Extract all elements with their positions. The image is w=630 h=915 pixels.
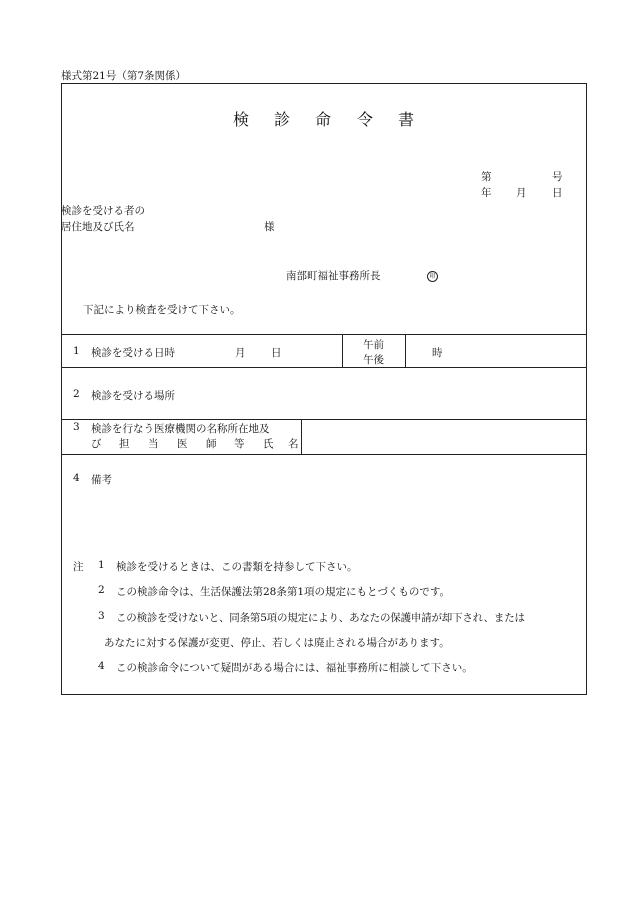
row1-day: 日 xyxy=(271,347,282,359)
title-char-5: 書 xyxy=(398,110,415,129)
row3-label-char-5: 師 xyxy=(206,438,217,450)
row3-label-char-2: 担 xyxy=(119,438,130,450)
row1-month: 月 xyxy=(235,347,246,359)
row4-number: 4 xyxy=(73,472,80,484)
row3-label-char-1: び xyxy=(91,438,102,450)
date-year: 年 xyxy=(481,187,492,199)
row1-divider-left xyxy=(342,334,343,367)
recipient-line1: 検診を受ける者の xyxy=(61,205,145,217)
note-4-text: この検診命令について疑問がある場合には、福祉事務所に相談して下さい。 xyxy=(116,662,473,674)
row2-number: 2 xyxy=(73,388,80,400)
note-3-number: 3 xyxy=(98,610,105,622)
row1-label: 検診を受ける日時 xyxy=(91,347,175,359)
number-dai: 第 xyxy=(481,171,492,183)
title-char-1: 検 xyxy=(233,110,250,129)
note-4-number: 4 xyxy=(98,660,105,672)
recipient-honorific: 様 xyxy=(264,221,275,233)
form-number: 様式第21号（第7条関係） xyxy=(61,70,187,82)
note-3-continuation: あなたに対する保護が変更、停止、若しくは廃止される場合があります。 xyxy=(104,637,450,649)
row3-divider xyxy=(301,419,302,454)
note-2-text: この検診命令は、生活保護法第28条第1項の規定にもとづくものです。 xyxy=(116,586,450,598)
row1-top-rule xyxy=(61,334,587,335)
row1-bottom-rule xyxy=(61,367,587,368)
title-char-4: 令 xyxy=(357,110,374,129)
title-char-2: 診 xyxy=(274,110,291,129)
row3-label-char-8: 名 xyxy=(288,438,299,450)
row1-divider-right xyxy=(405,334,406,367)
row2-label: 検診を受ける場所 xyxy=(91,390,175,402)
note-1-text: 検診を受けるときは、この書類を持参して下さい。 xyxy=(116,561,358,573)
row2-bottom-rule xyxy=(61,419,587,420)
date-day: 日 xyxy=(552,187,563,199)
row3-number: 3 xyxy=(73,421,80,433)
number-go: 号 xyxy=(552,171,563,183)
row1-pm: 午後 xyxy=(363,354,384,366)
row3-label-char-4: 医 xyxy=(177,438,188,450)
row3-label-char-6: 等 xyxy=(234,438,245,450)
recipient-line2: 居住地及び氏名 xyxy=(61,221,135,233)
issuer-name: 南部町福祉事務所長 xyxy=(286,270,381,282)
note-1-number: 1 xyxy=(98,559,105,571)
seal-icon: 印 xyxy=(427,271,438,282)
row1-hour: 時 xyxy=(432,347,443,359)
notes-prefix: 注 xyxy=(73,561,84,573)
title-char-3: 命 xyxy=(315,110,332,129)
row4-label: 備考 xyxy=(91,474,112,486)
row3-bottom-rule xyxy=(61,454,587,455)
row3-label-char-3: 当 xyxy=(148,438,159,450)
note-3-text: この検診を受けないと、同条第5項の規定により、あなたの保護申請が却下され、または xyxy=(116,612,525,624)
row1-number: 1 xyxy=(73,345,80,357)
row1-am: 午前 xyxy=(363,339,384,351)
row3-label-line1: 検診を行なう医療機関の名称所在地及 xyxy=(91,423,270,435)
note-2-number: 2 xyxy=(98,584,105,596)
row3-label-char-7: 氏 xyxy=(263,438,274,450)
instruction: 下記により検査を受けて下さい。 xyxy=(83,304,241,316)
date-month: 月 xyxy=(516,187,527,199)
